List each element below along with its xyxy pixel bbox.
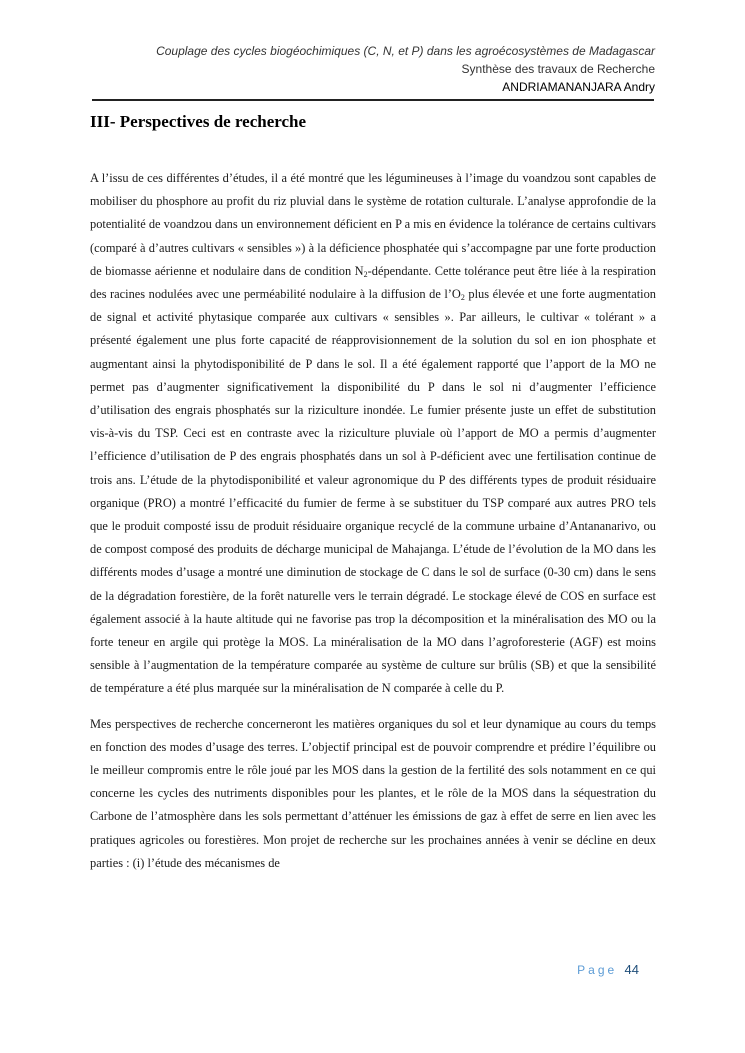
body-text	[90, 167, 656, 875]
paragraph-1	[90, 167, 656, 701]
header-divider	[92, 99, 654, 101]
subscript-n2: 2	[363, 269, 368, 279]
paragraph-1-part-1: A l’issu de ces différentes d’études, il a été montré que les légumineuses à l’image du voandzou sont capables de mobiliser du phosphore au profit du riz pluvial dans le système de rotation culturale. L’analyse approfondie de la potentialité de voandzou dans un environnement déficient en P a mis en évidence la tolérance de certains cultivars (comparé à d’autres cultivars « sensibles ») à la déficience phosphatée qui s’accompagne par une forte production de biomasse aérienne et nodulaire dans de condition N	[90, 171, 656, 278]
paragraph-1-part-3: plus élevée et une forte augmentation de signal et activité phytasique comparée aux cultivars « sensibles ». Par ailleurs, le cultivar « tolérant » a présenté également une plus forte capacité de réapprovisionnement de la solution du sol en ion phosphate et augmentant ainsi la phytodisponibilité de P dans le sol. Il a été également rapporté que l’apport de la MO ne permet pas d’augmenter significativement la disponibilité du P dans le sol ni d’augmenter l’efficience d’utilisation des engrais phosphatés sur la riziculture inondée. Le fumier présente juste un effet de substitution vis-à-vis du TSP. Ceci est en contraste avec la riziculture pluviale où l’apport de MO a permis d’augmenter l’efficience d’utilisation de P des engrais phosphatés dans un sol à P-déficient avec une fertilisation continue de trois ans. L’étude de la phytodisponibilité et valeur agronomique du P des différents types de produit résiduaire organique (PRO) a montré l’efficacité du fumier de ferme à se substituer du TSP comparé aux autres PRO tels que le produit composté issu de produit résiduaire organique recyclé de la commune urbaine d’Antananarivo, ou de compost composé des produits de décharge municipal de Mahajanga. L’étude de l’évolution de la MO dans les différents modes d’usage a montré une diminution de stockage de C dans le sol de surface (0-30 cm) dans le sens de la dégradation forestière, de la forêt naturelle vers le terrain dégradé. Le stockage élevé de COS en surface est également associé à la haute altitude qui ne favorise pas trop la décomposition et la minéralisation des MO ou la forte teneur en argile qui protège la MOS. La minéralisation de la MO dans l’agroforesterie (AGF) est moins sensible à l’augmentation de la température comparée au système de culture sur brûlis (SB) et que la sensibilité de température a été plus marquée sur la minéralisation de N comparée à celle du P.	[90, 287, 656, 696]
section-title: III- Perspectives de recherche	[90, 112, 307, 131]
paragraph-1-part-2: -dépendante. Cette tolérance peut être liée à la respiration des racines nodulées avec une perméabilité nodulaire à la diffusion de l’O	[90, 263, 656, 302]
paragraph-2: Mes perspectives de recherche concerneront les matières organiques du sol et leur dynamique au cours du temps en fonction des modes d’usage des terres. L’objectif principal est de pouvoir comprendre et prédire l’équilibre ou le meilleur compromis entre le rôle joué par les MOS dans la gestion de la fertilité des sols notamment en ce qui concerne les cycles des nutriments disponibles pour les plantes, et le rôle de la MOS dans la séquestration du Carbone de l’atmosphère dans les sols permettant d’atténuer les émissions de gaz à effet de serre en lien avec les pratiques agricoles ou forestières. Mon projet de recherche sur les prochaines années à venir se décline en deux parties : (i) l’étude des mécanismes de	[90, 716, 656, 870]
header-document-title: Couplage des cycles biogéochimiques (C, N, et P) dans les agroécosystèmes de Madagascar	[156, 44, 655, 58]
running-header	[156, 42, 655, 96]
header-document-subtitle: Synthèse des travaux de Recherche	[461, 62, 655, 76]
header-author: ANDRIAMANANJARA Andry	[502, 80, 655, 94]
page-footer	[577, 962, 639, 977]
page-label: Page	[577, 963, 618, 977]
page-number: 44	[624, 962, 639, 977]
subscript-o2: 2	[460, 293, 465, 303]
